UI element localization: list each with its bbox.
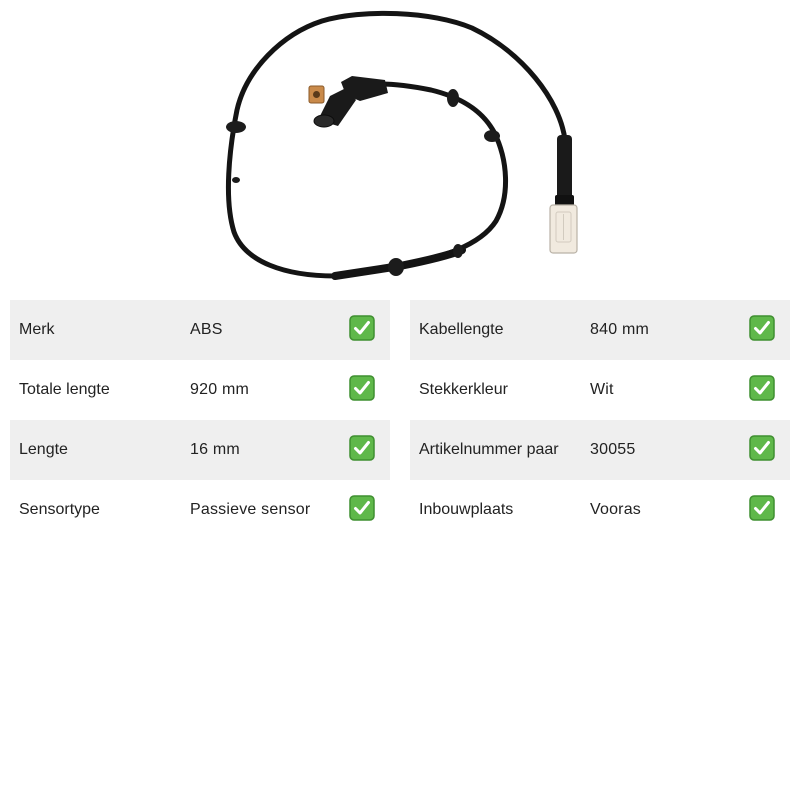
spec-table-right [410,300,790,540]
spec-row [410,300,790,360]
spec-row [10,300,390,360]
connector [550,135,577,253]
spec-value: Passieve sensor [190,501,311,518]
spec-label: Stekkerkleur [419,381,508,398]
spec-value: 30055 [590,441,636,458]
sensor-cable [228,13,565,276]
abs-sensor-cable-image [0,0,800,295]
check-icon [749,435,775,461]
spec-value: ABS [190,321,223,338]
spec-value: 840 mm [590,321,649,338]
spec-label: Sensortype [19,501,100,518]
cable-grommet [447,89,459,107]
check-icon [749,315,775,341]
cable-grommet [484,130,500,142]
spec-label: Lengte [19,441,68,458]
spec-row [410,420,790,480]
spec-label: Merk [19,321,55,338]
spec-value: 920 mm [190,381,249,398]
cable-grommet [388,258,404,276]
spec-value: 16 mm [190,441,240,458]
cable-grommet [226,121,246,133]
cable-grommet [453,244,463,258]
spec-label: Totale lengte [19,381,110,398]
check-icon [349,375,375,401]
spec-row [10,480,390,540]
spec-row [410,360,790,420]
spec-label: Kabellengte [419,321,504,338]
check-icon [349,315,375,341]
spec-row [410,480,790,540]
spec-row [10,360,390,420]
spec-value: Wit [590,381,614,398]
cable-grommet [232,177,240,183]
spec-row [10,420,390,480]
check-icon [349,435,375,461]
sensor-head [309,76,388,127]
spec-table-left [10,300,390,540]
spec-label: Inbouwplaats [419,501,514,518]
check-icon [349,495,375,521]
check-icon [749,495,775,521]
spec-value: Vooras [590,501,642,518]
spec-label: Artikelnummer paar [419,441,559,458]
check-icon [749,375,775,401]
